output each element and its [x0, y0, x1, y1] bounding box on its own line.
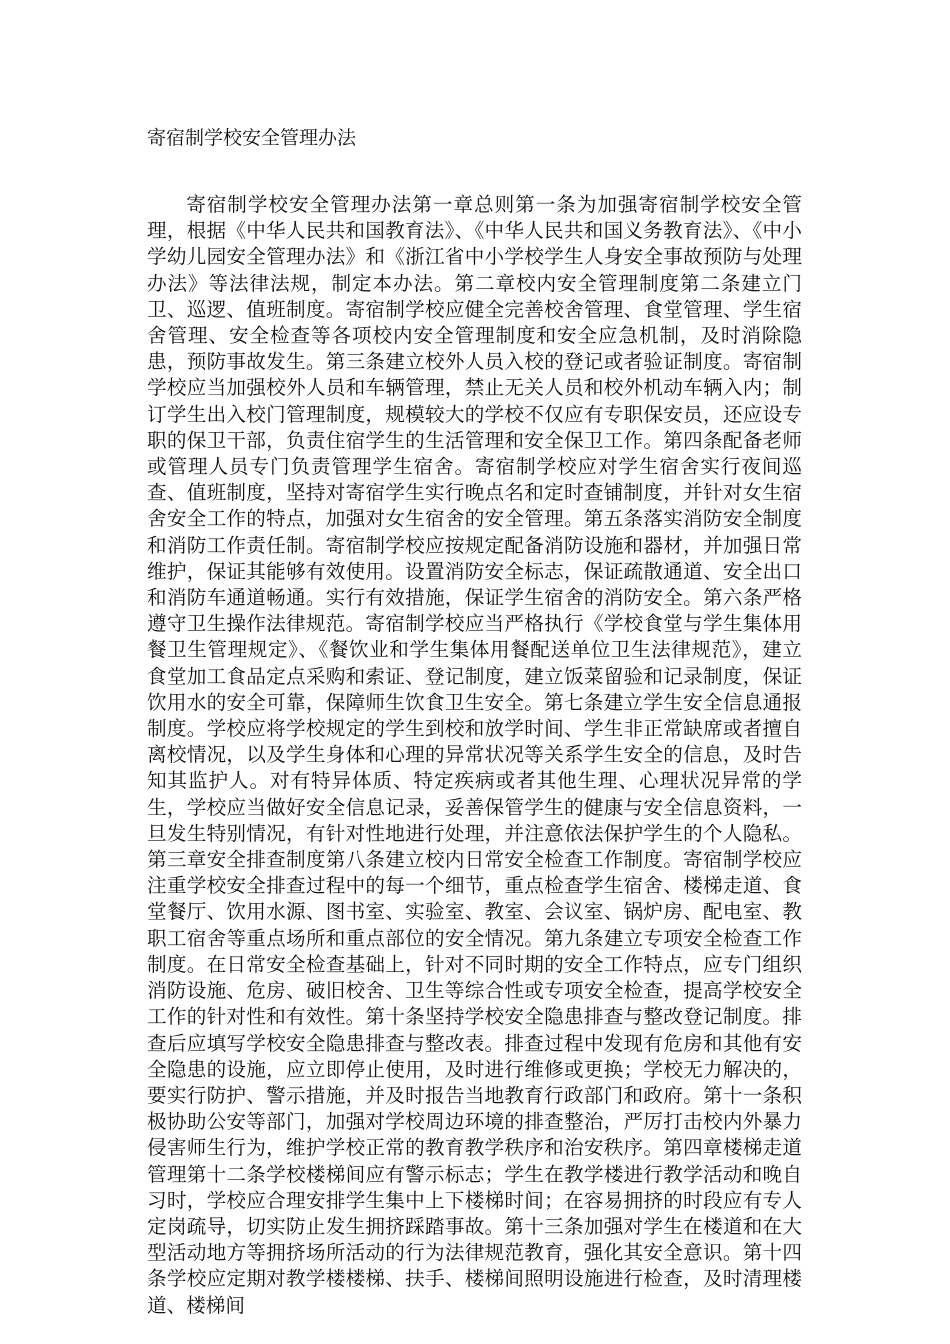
document-title: 寄宿制学校安全管理办法	[147, 127, 357, 149]
document-body: 寄宿制学校安全管理办法第一章总则第一条为加强寄宿制学校安全管理，根据《中华人民共和国教育法》、《中华人民共和国义务教育法》、《中小学幼儿园安全管理办法》和《浙江省中小学校学生人身安全事故预防与处理办法》等法律法规，制定本办法。第二章校内安全管理制度第二条建立门卫、巡逻、值班制度。寄宿制学校应健全完善校舍管理、食堂管理、学生宿舍管理、安全检查等各项校内安全管理制度和安全应急机制，及时消除隐患，预防事故发生。第三条建立校外人员入校的登记或者验证制度。寄宿制学校应当加强校外人员和车辆管理，禁止无关人员和校外机动车辆入内；制订学生出入校门管理制度，规模较大的学校不仅应有专职保安员，还应设专职的保卫干部，负责住宿学生的生活管理和安全保卫工作。第四条配备老师或管理人员专门负责管理学生宿舍。寄宿制学校应对学生宿舍实行夜间巡查、值班制度，坚持对寄宿学生实行晚点名和定时查铺制度，并针对女生宿舍安全工作的特点，加强对女生宿舍的安全管理。第五条落实消防安全制度和消防工作责任制。寄宿制学校应按规定配备消防设施和器材，并加强日常维护，保证其能够有效使用。设置消防安全标志，保证疏散通道、安全出口和消防车通道畅通。实行有效措施，保证学生宿舍的消防安全。第六条严格遵守卫生操作法律规范。寄宿制学校应当严格执行《学校食堂与学生集体用餐卫生管理规定》、《餐饮业和学生集体用餐配送单位卫生法律规范》，建立食堂加工食品定点采购和索证、登记制度，建立饭菜留验和记录制度，保证饮用水的安全可靠，保障师生饮食卫生安全。第七条建立学生安全信息通报制度。学校应将学校规定的学生到校和放学时间、学生非正常缺席或者擅自离校情况，以及学生身体和心理的异常状况等关系学生安全的信息，及时告知其监护人。对有特异体质、特定疾病或者其他生理、心理状况异常的学生，学校应当做好安全信息记录，妥善保管学生的健康与安全信息资料，一旦发生特别情况，有针对性地进行处理，并注意依法保护学生的个人隐私。第三章安全排查制度第八条建立校内日常安全检查工作制度。寄宿制学校应注重学校安全排查过程中的每一个细节，重点检查学生宿舍、楼梯走道、食堂餐厅、饮用水源、图书室、实验室、教室、会议室、锅炉房、配电室、教职工宿舍等重点场所和重点部位的安全情况。第九条建立专项安全检查工作制度。在日常安全检查基础上，针对不同时期的安全工作特点，应专门组织消防设施、危房、破旧校舍、卫生等综合性或专项安全检查，提高学校安全工作的针对性和有效性。第十条坚持学校安全隐患排查与整改登记制度。排查后应填写学校安全隐患排查与整改表。排查过程中发现有危房和其他有安全隐患的设施，应立即停止使用，及时进行维修或更换；学校无力解决的，要实行防护、警示措施，并及时报告当地教育行政部门和政府。第十一条积极协助公安等部门，加强对学校周边环境的排查整治，严厉打击校内外暴力侵害师生行为，维护学校正常的教育教学秩序和治安秩序。第四章楼梯走道管理第十二条学校楼梯间应有警示标志；学生在教学楼进行教学活动和晚自习时，学校应合理安排学生集中上下楼梯时间；在容易拥挤的时段应有专人定岗疏导，切实防止发生拥挤踩踏事故。第十三条加强对学生在楼道和在大型活动地方等拥挤场所活动的行为法律规范教育，强化其安全意识。第十四条学校应定期对教学楼楼梯、扶手、楼梯间照明设施进行检查，及时清理楼道、楼梯间	[147, 193, 802, 1317]
